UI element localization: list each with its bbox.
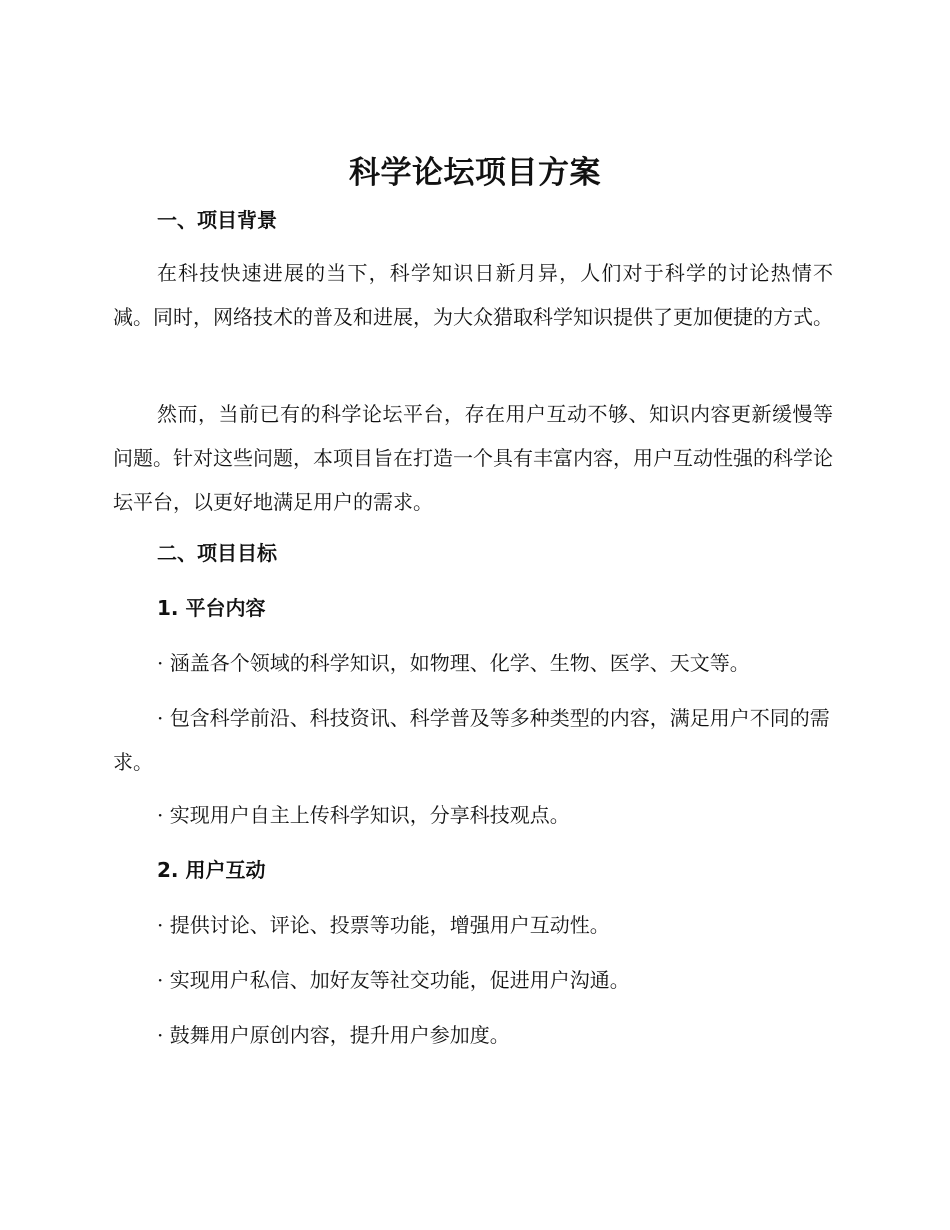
document-title: 科学论坛项目方案 xyxy=(349,155,601,191)
subheading-platform-content: 1. 平台内容 xyxy=(157,596,266,620)
list-item: · 涵盖各个领域的科学知识，如物理、化学、生物、医学、天文等。 xyxy=(157,651,750,675)
list-item: · 实现用户自主上传科学知识，分享科技观点。 xyxy=(157,803,570,827)
subheading-user-interaction: 2. 用户互动 xyxy=(157,858,266,882)
list-item: · 包含科学前沿、科技资讯、科学普及等多种类型的内容，满足用户不同的需求。 xyxy=(113,706,830,774)
list-item: · 实现用户私信、加好友等社交功能，促进用户沟通。 xyxy=(157,968,630,992)
background-paragraph-1: 在科技快速进展的当下，科学知识日新月异，人们对于科学的讨论热情不减。同时，网络技术的普及和进展，为大众猎取科学知识提供了更加便捷的方式。 xyxy=(113,261,833,329)
list-item: · 鼓舞用户原创内容，提升用户参加度。 xyxy=(157,1023,510,1047)
section-heading-goals: 二、项目目标 xyxy=(157,541,277,565)
background-paragraph-2: 然而，当前已有的科学论坛平台，存在用户互动不够、知识内容更新缓慢等问题。针对这些问题，本项目旨在打造一个具有丰富内容，用户互动性强的科学论坛平台，以更好地满足用户的需求。 xyxy=(113,402,833,514)
list-item: · 提供讨论、评论、投票等功能，增强用户互动性。 xyxy=(157,913,610,937)
section-heading-background: 一、项目背景 xyxy=(157,208,277,232)
